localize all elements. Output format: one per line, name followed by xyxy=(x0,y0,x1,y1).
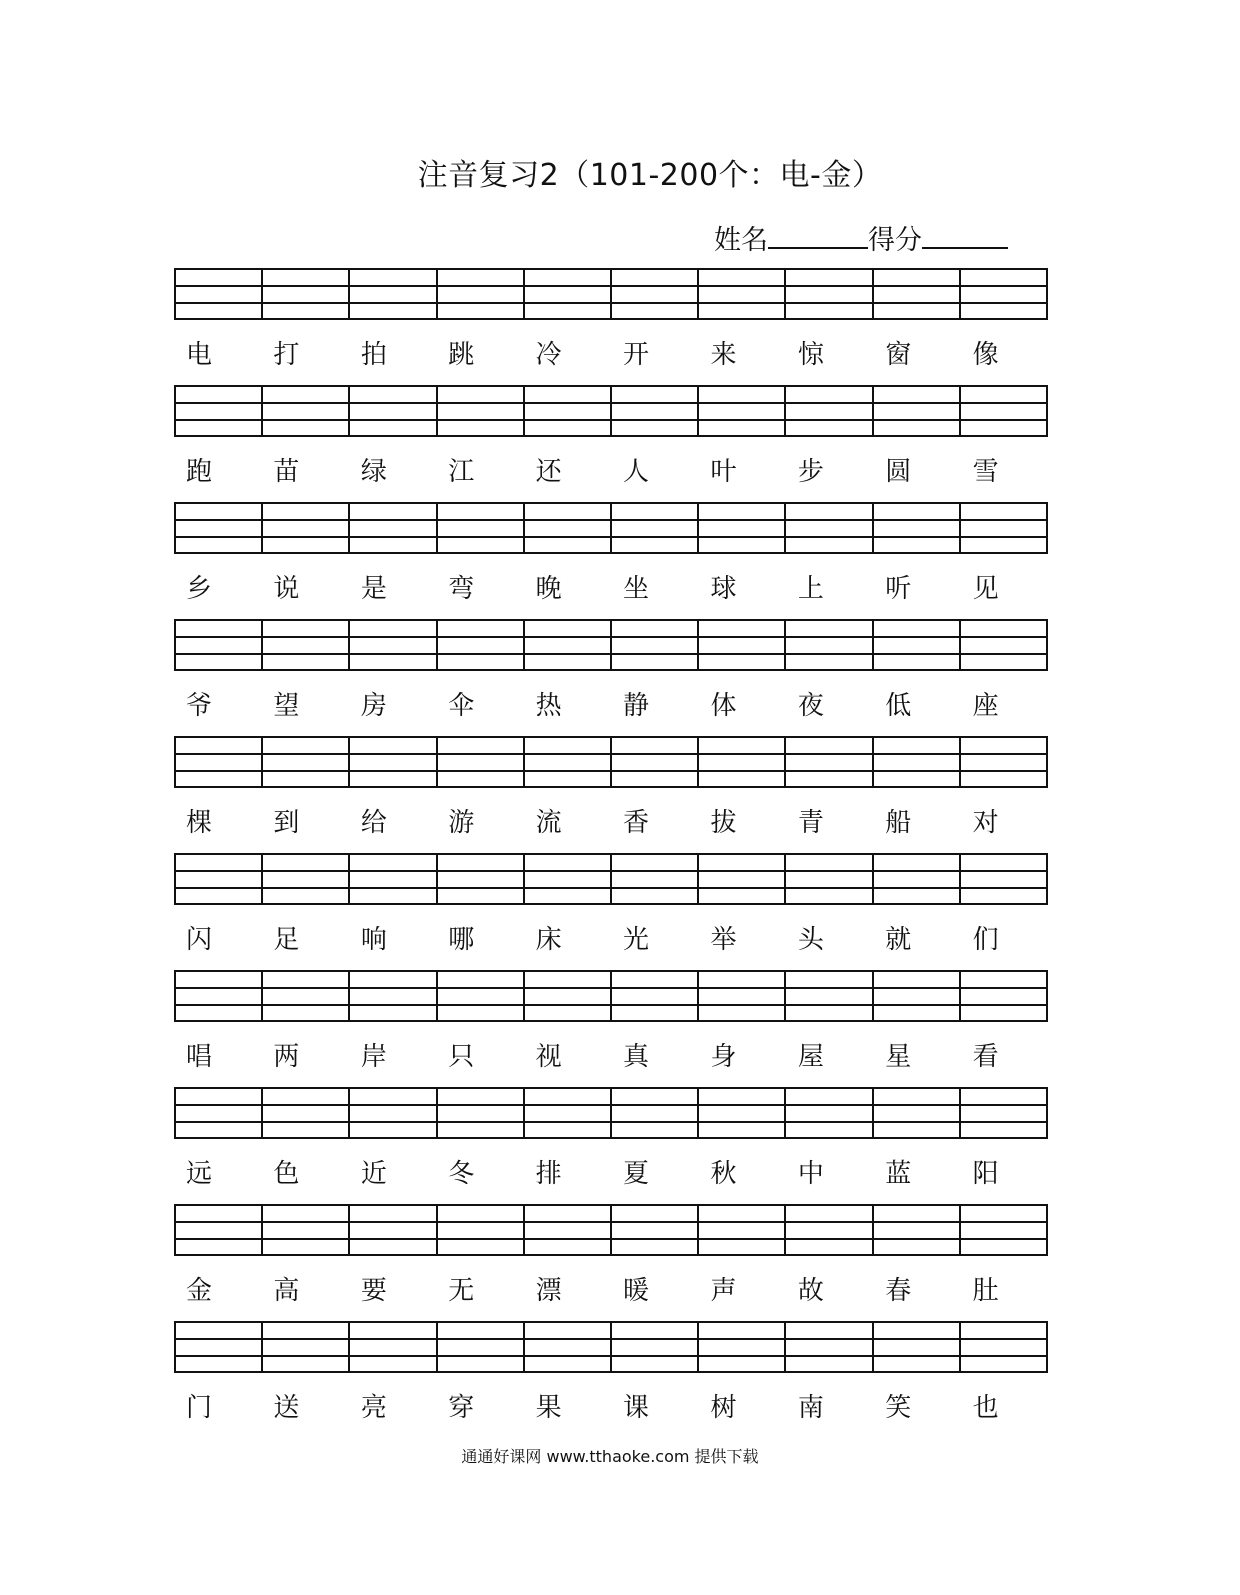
pinyin-cell[interactable] xyxy=(176,972,261,1020)
pinyin-writing-row xyxy=(174,1321,1048,1373)
pinyin-writing-row xyxy=(174,385,1048,437)
pinyin-cell[interactable] xyxy=(697,387,784,435)
score-label: 得分 xyxy=(868,225,922,256)
character: 弯 xyxy=(448,574,475,604)
pinyin-cell[interactable] xyxy=(261,387,348,435)
character: 体 xyxy=(710,691,737,721)
pinyin-cell[interactable] xyxy=(872,504,959,552)
character: 爷 xyxy=(186,691,213,721)
character: 坐 xyxy=(623,574,650,604)
pinyin-cell[interactable] xyxy=(261,1206,348,1254)
pinyin-cell[interactable] xyxy=(784,855,871,903)
character: 穿 xyxy=(448,1393,475,1423)
character: 蓝 xyxy=(885,1159,912,1189)
practice-band xyxy=(174,385,1048,502)
character: 屋 xyxy=(797,1042,824,1072)
character: 球 xyxy=(710,574,737,604)
character: 是 xyxy=(360,574,387,604)
pinyin-writing-row xyxy=(174,970,1048,1022)
pinyin-writing-row xyxy=(174,1087,1048,1139)
character: 笑 xyxy=(885,1393,912,1423)
pinyin-cell[interactable] xyxy=(348,1323,435,1371)
pinyin-cell[interactable] xyxy=(436,1206,523,1254)
pinyin-cell[interactable] xyxy=(436,1323,523,1371)
pinyin-cell[interactable] xyxy=(872,1323,959,1371)
pinyin-cell[interactable] xyxy=(784,270,871,318)
character: 真 xyxy=(623,1042,650,1072)
character: 打 xyxy=(273,340,300,370)
character: 金 xyxy=(186,1276,213,1306)
character: 门 xyxy=(186,1393,213,1423)
pinyin-writing-row xyxy=(174,268,1048,320)
pinyin-cell[interactable] xyxy=(872,1206,959,1254)
pinyin-cell[interactable] xyxy=(176,387,261,435)
character: 冷 xyxy=(535,340,562,370)
pinyin-cell[interactable] xyxy=(959,855,1046,903)
character: 要 xyxy=(360,1276,387,1306)
pinyin-cell[interactable] xyxy=(697,738,784,786)
character: 视 xyxy=(535,1042,562,1072)
pinyin-cell[interactable] xyxy=(697,855,784,903)
pinyin-cell[interactable] xyxy=(872,738,959,786)
character: 人 xyxy=(623,457,650,487)
pinyin-cell[interactable] xyxy=(872,270,959,318)
pinyin-cell[interactable] xyxy=(348,972,435,1020)
character: 漂 xyxy=(535,1276,562,1306)
character: 拍 xyxy=(360,340,387,370)
character-row xyxy=(174,671,1048,736)
character: 色 xyxy=(273,1159,300,1189)
pinyin-writing-row xyxy=(174,853,1048,905)
character: 说 xyxy=(273,574,300,604)
character: 无 xyxy=(448,1276,475,1306)
character: 晚 xyxy=(535,574,562,604)
character: 肚 xyxy=(972,1276,999,1306)
character: 闪 xyxy=(186,925,213,955)
character: 南 xyxy=(797,1393,824,1423)
practice-band xyxy=(174,268,1048,385)
character-row xyxy=(174,554,1048,619)
pinyin-cell[interactable] xyxy=(176,855,261,903)
character: 惊 xyxy=(797,340,824,370)
pinyin-cell[interactable] xyxy=(959,1206,1046,1254)
pinyin-cell[interactable] xyxy=(348,855,435,903)
pinyin-cell[interactable] xyxy=(523,1089,610,1137)
name-blank[interactable] xyxy=(768,219,868,249)
pinyin-cell[interactable] xyxy=(697,621,784,669)
character-row xyxy=(174,1256,1048,1321)
character: 开 xyxy=(623,340,650,370)
pinyin-cell[interactable] xyxy=(610,1206,697,1254)
pinyin-cell[interactable] xyxy=(261,855,348,903)
practice-band xyxy=(174,1087,1048,1204)
pinyin-cell[interactable] xyxy=(436,387,523,435)
pinyin-cell[interactable] xyxy=(610,855,697,903)
pinyin-cell[interactable] xyxy=(523,504,610,552)
pinyin-cell[interactable] xyxy=(436,855,523,903)
pinyin-cell[interactable] xyxy=(348,1089,435,1137)
character: 夏 xyxy=(623,1159,650,1189)
character: 听 xyxy=(885,574,912,604)
character: 阳 xyxy=(972,1159,999,1189)
pinyin-cell[interactable] xyxy=(348,738,435,786)
pinyin-cell[interactable] xyxy=(261,504,348,552)
character: 暖 xyxy=(623,1276,650,1306)
pinyin-cell[interactable] xyxy=(610,621,697,669)
practice-band xyxy=(174,1321,1048,1438)
character: 树 xyxy=(710,1393,737,1423)
pinyin-cell[interactable] xyxy=(959,972,1046,1020)
character: 足 xyxy=(273,925,300,955)
pinyin-cell[interactable] xyxy=(784,621,871,669)
character: 圆 xyxy=(885,457,912,487)
pinyin-cell[interactable] xyxy=(872,1089,959,1137)
character: 果 xyxy=(535,1393,562,1423)
pinyin-cell[interactable] xyxy=(436,1089,523,1137)
pinyin-cell[interactable] xyxy=(959,1323,1046,1371)
character: 跑 xyxy=(186,457,213,487)
pinyin-cell[interactable] xyxy=(959,1089,1046,1137)
character: 步 xyxy=(797,457,824,487)
pinyin-cell[interactable] xyxy=(610,738,697,786)
character: 哪 xyxy=(448,925,475,955)
pinyin-cell[interactable] xyxy=(959,621,1046,669)
character: 也 xyxy=(972,1393,999,1423)
pinyin-cell[interactable] xyxy=(523,1206,610,1254)
pinyin-cell[interactable] xyxy=(610,387,697,435)
pinyin-cell[interactable] xyxy=(959,387,1046,435)
pinyin-cell[interactable] xyxy=(872,621,959,669)
character: 秋 xyxy=(710,1159,737,1189)
pinyin-cell[interactable] xyxy=(784,738,871,786)
character: 高 xyxy=(273,1276,300,1306)
pinyin-cell[interactable] xyxy=(784,1323,871,1371)
practice-band xyxy=(174,1204,1048,1321)
character-row xyxy=(174,1022,1048,1087)
character: 中 xyxy=(797,1159,824,1189)
character: 香 xyxy=(623,808,650,838)
character: 望 xyxy=(273,691,300,721)
character: 雪 xyxy=(972,457,999,487)
character: 见 xyxy=(972,574,999,604)
pinyin-cell[interactable] xyxy=(784,1206,871,1254)
pinyin-cell[interactable] xyxy=(176,1206,261,1254)
character: 船 xyxy=(885,808,912,838)
character: 到 xyxy=(273,808,300,838)
pinyin-cell[interactable] xyxy=(176,738,261,786)
name-label: 姓名 xyxy=(714,225,768,256)
character: 叶 xyxy=(710,457,737,487)
character: 电 xyxy=(186,340,213,370)
pinyin-cell[interactable] xyxy=(697,1089,784,1137)
pinyin-cell[interactable] xyxy=(784,387,871,435)
character: 热 xyxy=(535,691,562,721)
character: 岸 xyxy=(360,1042,387,1072)
pinyin-cell[interactable] xyxy=(523,855,610,903)
pinyin-writing-row xyxy=(174,619,1048,671)
pinyin-cell[interactable] xyxy=(176,1089,261,1137)
character: 课 xyxy=(623,1393,650,1423)
character: 苗 xyxy=(273,457,300,487)
pinyin-cell[interactable] xyxy=(436,270,523,318)
character: 静 xyxy=(623,691,650,721)
pinyin-cell[interactable] xyxy=(348,270,435,318)
character: 响 xyxy=(360,925,387,955)
character: 星 xyxy=(885,1042,912,1072)
character: 两 xyxy=(273,1042,300,1072)
character-row xyxy=(174,1139,1048,1204)
character: 头 xyxy=(797,925,824,955)
character: 窗 xyxy=(885,340,912,370)
pinyin-cell[interactable] xyxy=(523,972,610,1020)
pinyin-cell[interactable] xyxy=(784,1089,871,1137)
character: 看 xyxy=(972,1042,999,1072)
pinyin-cell[interactable] xyxy=(261,1089,348,1137)
character: 对 xyxy=(972,808,999,838)
character: 乡 xyxy=(186,574,213,604)
character: 们 xyxy=(972,925,999,955)
score-blank[interactable] xyxy=(922,219,1008,249)
pinyin-cell[interactable] xyxy=(523,1323,610,1371)
pinyin-practice-grid xyxy=(174,268,1048,1438)
character: 远 xyxy=(186,1159,213,1189)
worksheet-title: 注音复习2（101-200个：电-金） xyxy=(417,158,883,193)
pinyin-cell[interactable] xyxy=(872,972,959,1020)
character: 举 xyxy=(710,925,737,955)
pinyin-writing-row xyxy=(174,502,1048,554)
character: 绿 xyxy=(360,457,387,487)
character: 游 xyxy=(448,808,475,838)
pinyin-cell[interactable] xyxy=(697,504,784,552)
pinyin-cell[interactable] xyxy=(261,621,348,669)
pinyin-cell[interactable] xyxy=(959,270,1046,318)
pinyin-cell[interactable] xyxy=(610,1323,697,1371)
character: 房 xyxy=(360,691,387,721)
character: 来 xyxy=(710,340,737,370)
pinyin-cell[interactable] xyxy=(176,504,261,552)
pinyin-cell[interactable] xyxy=(261,270,348,318)
character: 唱 xyxy=(186,1042,213,1072)
character: 跳 xyxy=(448,340,475,370)
character: 近 xyxy=(360,1159,387,1189)
character: 流 xyxy=(535,808,562,838)
pinyin-cell[interactable] xyxy=(436,504,523,552)
character: 像 xyxy=(972,340,999,370)
footer-credit: 通通好课网 www.tthaoke.com 提供下载 xyxy=(461,1447,759,1466)
pinyin-cell[interactable] xyxy=(523,270,610,318)
pinyin-cell[interactable] xyxy=(959,738,1046,786)
character: 冬 xyxy=(448,1159,475,1189)
pinyin-cell[interactable] xyxy=(436,972,523,1020)
character: 故 xyxy=(797,1276,824,1306)
character: 身 xyxy=(710,1042,737,1072)
character: 亮 xyxy=(360,1393,387,1423)
character: 只 xyxy=(448,1042,475,1072)
pinyin-writing-row xyxy=(174,1204,1048,1256)
practice-band xyxy=(174,502,1048,619)
pinyin-cell[interactable] xyxy=(697,972,784,1020)
character: 送 xyxy=(273,1393,300,1423)
pinyin-cell[interactable] xyxy=(176,270,261,318)
student-info xyxy=(714,218,1008,257)
pinyin-cell[interactable] xyxy=(610,504,697,552)
pinyin-cell[interactable] xyxy=(176,621,261,669)
character: 江 xyxy=(448,457,475,487)
practice-band xyxy=(174,736,1048,853)
pinyin-cell[interactable] xyxy=(872,387,959,435)
pinyin-cell[interactable] xyxy=(523,738,610,786)
character: 座 xyxy=(972,691,999,721)
character-row xyxy=(174,788,1048,853)
pinyin-cell[interactable] xyxy=(261,738,348,786)
pinyin-cell[interactable] xyxy=(261,972,348,1020)
pinyin-cell[interactable] xyxy=(872,855,959,903)
character-row xyxy=(174,1373,1048,1438)
character-row xyxy=(174,437,1048,502)
pinyin-writing-row xyxy=(174,736,1048,788)
character: 低 xyxy=(885,691,912,721)
pinyin-cell[interactable] xyxy=(784,972,871,1020)
pinyin-cell[interactable] xyxy=(610,972,697,1020)
pinyin-cell[interactable] xyxy=(261,1323,348,1371)
character: 声 xyxy=(710,1276,737,1306)
pinyin-cell[interactable] xyxy=(959,504,1046,552)
character: 上 xyxy=(797,574,824,604)
character: 青 xyxy=(797,808,824,838)
character: 拔 xyxy=(710,808,737,838)
character: 就 xyxy=(885,925,912,955)
character: 给 xyxy=(360,808,387,838)
pinyin-cell[interactable] xyxy=(348,387,435,435)
pinyin-cell[interactable] xyxy=(436,621,523,669)
practice-band xyxy=(174,619,1048,736)
character: 夜 xyxy=(797,691,824,721)
character: 棵 xyxy=(186,808,213,838)
character-row xyxy=(174,905,1048,970)
pinyin-cell[interactable] xyxy=(697,1323,784,1371)
character: 还 xyxy=(535,457,562,487)
pinyin-cell[interactable] xyxy=(348,1206,435,1254)
pinyin-cell[interactable] xyxy=(436,738,523,786)
pinyin-cell[interactable] xyxy=(523,621,610,669)
character: 床 xyxy=(535,925,562,955)
pinyin-cell[interactable] xyxy=(348,504,435,552)
pinyin-cell[interactable] xyxy=(784,504,871,552)
pinyin-cell[interactable] xyxy=(176,1323,261,1371)
pinyin-cell[interactable] xyxy=(348,621,435,669)
pinyin-cell[interactable] xyxy=(610,270,697,318)
practice-band xyxy=(174,853,1048,970)
character: 光 xyxy=(623,925,650,955)
character: 春 xyxy=(885,1276,912,1306)
practice-band xyxy=(174,970,1048,1087)
pinyin-cell[interactable] xyxy=(523,387,610,435)
pinyin-cell[interactable] xyxy=(610,1089,697,1137)
character: 伞 xyxy=(448,691,475,721)
character: 排 xyxy=(535,1159,562,1189)
pinyin-cell[interactable] xyxy=(697,1206,784,1254)
character-row xyxy=(174,320,1048,385)
pinyin-cell[interactable] xyxy=(697,270,784,318)
